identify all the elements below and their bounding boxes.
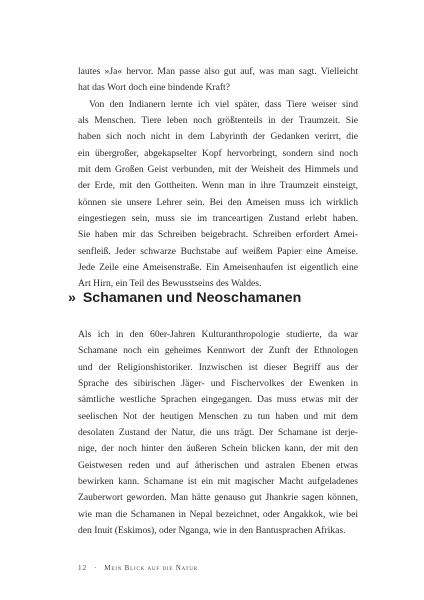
text-line: Zauberwort geworden. Man hätte genauso gut Jhankrie sagen können, [78,492,358,504]
text-line: hat das Wort doch eine bindende Kraft? [78,82,230,94]
text-line: können sie unsere Lehrer sein. Bei den Ameisen muss ich wirklich [78,196,358,208]
text-line: Art Hirn, ein Teil des Bewusstseins des Waldes. [78,278,262,290]
body-text-bottom [78,327,358,539]
text-line: bewirken kann. Schamane ist ein mit magischer Macht aufgeladenes [78,476,358,488]
page-footer [78,564,198,572]
text-line: lautes »Ja« hervor. Man passe also gut auf, was man sagt. Vielleicht [78,66,358,77]
text-line: mit dem Großen Geist verbunden, mit der Weisheit des Himmels und [78,164,358,176]
text-line: Jede Zeile eine Ameisenstraße. Ein Ameisenhaufen ist eigentlich eine [78,262,358,274]
text-line: senfleiß. Jeder schwarze Buchstabe auf weißem Papier eine Ameise. [78,245,358,257]
text-line: Von den Indianern lernte ich viel später, dass Tiere weiser sind [89,98,358,110]
text-line: wie man die Schamanen in Nepal bezeichnet, oder Angakkok, wie bei [78,508,358,520]
section-title: Schamanen und Neoschamanen [82,290,302,306]
text-line: den Inuit (Eskimos), oder Nganga, wie in den Bantusprachen Afrikas. [78,525,346,537]
text-line: Sie haben mir das Schreiben beigebracht. Schreiben erfordert Amei- [78,229,358,241]
section-heading [68,290,301,306]
page-number: 12 [78,564,88,572]
text-line: und der Religionshistoriker. Inzwischen ist dieser Begriff aus der [78,361,358,373]
text-line: ein übergroßer, abgekapselter Kopf hervorbringt, sondern sind noch [78,147,358,159]
text-line: seelischen Not der heutigen Menschen zu tun haben und mit dem [78,410,358,422]
body-text-top [78,64,358,293]
text-line: haben sich noch nicht in dem Labyrinth der Gedanken verirrt, die [78,131,358,143]
text-line: Als ich in den 60er-Jahren Kulturanthropologie studierte, da war [78,329,358,340]
text-line: Sprache des sibirischen Jäger- und Fischervolkes der Ewenken in [78,378,358,390]
text-line: desolaten Zustand der Natur, die uns trägt. Der Schamane ist derje- [78,427,358,439]
footer-separator: · [94,564,98,572]
running-title: Mein Blick auf die Natur [104,564,198,572]
section-marker: » [68,290,76,306]
text-line: Geistwesen reden und auf ätherischen und astralen Ebenen etwas [78,459,358,471]
text-line: eingestiegen sein, muss sie im tranceartigen Zustand erlebt haben. [78,213,358,225]
text-line: nige, der noch hinter den äußeren Schein blicken kann, der mit den [78,443,358,455]
text-line: der Erde, mit den Gottheiten. Wenn man in ihre Traumzeit einsteigt, [78,180,358,192]
text-line: sämtliche westliche Sprachen eingegangen. Das muss etwas mit der [78,394,358,406]
text-line: Schamane noch ein geheimes Kennwort der Zunft der Ethnologen [78,345,358,357]
text-line: als Menschen. Tiere leben noch größtenteils in der Traumzeit. Sie [78,115,358,127]
